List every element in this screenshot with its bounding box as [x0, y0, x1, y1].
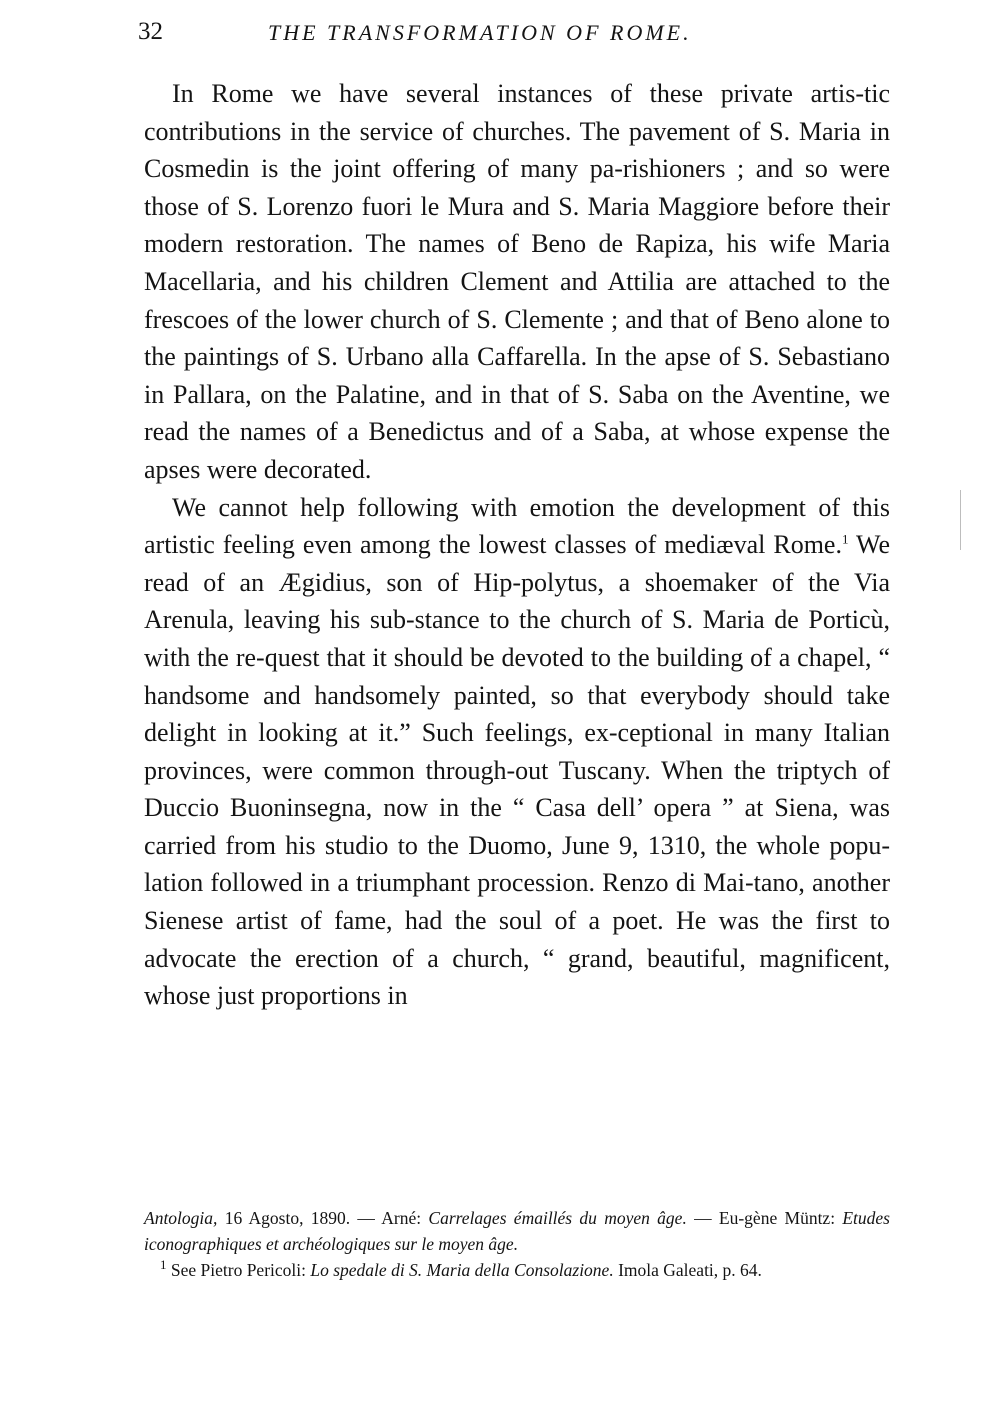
footnote-title: Carrelages émaillés du moyen âge. [428, 1208, 687, 1228]
page-header [138, 18, 890, 54]
footnote-source: Antologia, [144, 1208, 218, 1228]
footnote-continued [144, 1205, 890, 1257]
paragraph-2-rest: We read of an Ægidius, son of Hip-polytus, a shoemaker of the Via Arenula, leaving his sub-stance to the church of S. Maria de Porticù, with the re-quest that it should be devoted to the building of a chapel, “ handsome and handsomely painted, so that everybody should take delight in looking at it.” Such feelings, ex-ceptional in many Italian provinces, were common through-out Tuscany. When the triptych of Duccio Buoninsegna, now in the “ Casa dell’ opera ” at Siena, was carried from his studio to the Duomo, June 9, 1310, the whole popu-lation followed in a triumphant procession. Renzo di Mai-tano, another Sienese artist of fame, had the soul of a poet. He was the first to advocate the erection of a church, “ grand, beautiful, magnificent, whose just proportions in [144, 530, 890, 1011]
body-text [144, 75, 890, 1015]
paragraph-2-start: We cannot help following with emotion the development of this artistic feeling even among the lowest classes of mediæval Rome. [144, 492, 890, 560]
footnote-reference: 1 [841, 531, 849, 547]
paragraph-1: In Rome we have several instances of these private artis-tic contributions in the service of churches. The pavement of S. Maria in Cosmedin is the joint offering of many pa-rishioners ; and so were those of S. Lorenzo fuori le Mura and S. Maria Maggiore before their modern restoration. The names of Beno de Rapiza, his wife Maria Macellaria, and his children Clement and Attilia are attached to the frescoes of the lower church of S. Clemente ; and that of Beno alone to the paintings of S. Urbano alla Caffarella. In the apse of S. Sebastiano in Pallara, on the Palatine, and in that of S. Saba on the Aventine, we read the names of a Benedictus and of a Saba, at whose expense the apses were decorated. [144, 79, 890, 484]
margin-mark [960, 490, 961, 550]
paragraph-2 [144, 489, 890, 1015]
footnote-title-2: Etudes iconographiques et archéologiques sur le moyen âge. [144, 1208, 890, 1254]
footnote-1-marker: 1 [160, 1257, 167, 1273]
running-title: THE TRANSFORMATION OF ROME. [268, 20, 692, 45]
footnote-date: 16 Agosto, 1890. — Arné: [217, 1208, 429, 1228]
footnote-1-prefix: See Pietro Pericoli: [166, 1260, 311, 1280]
footnote-1 [144, 1257, 890, 1283]
footnotes [144, 1205, 890, 1283]
page-number: 32 [138, 18, 163, 45]
footnote-1-title: Lo spedale di S. Maria della Consolazione. [310, 1260, 614, 1280]
footnote-dash: — Eu-gène Müntz: [686, 1208, 843, 1228]
footnote-1-suffix: Imola Galeati, p. 64. [613, 1260, 762, 1280]
